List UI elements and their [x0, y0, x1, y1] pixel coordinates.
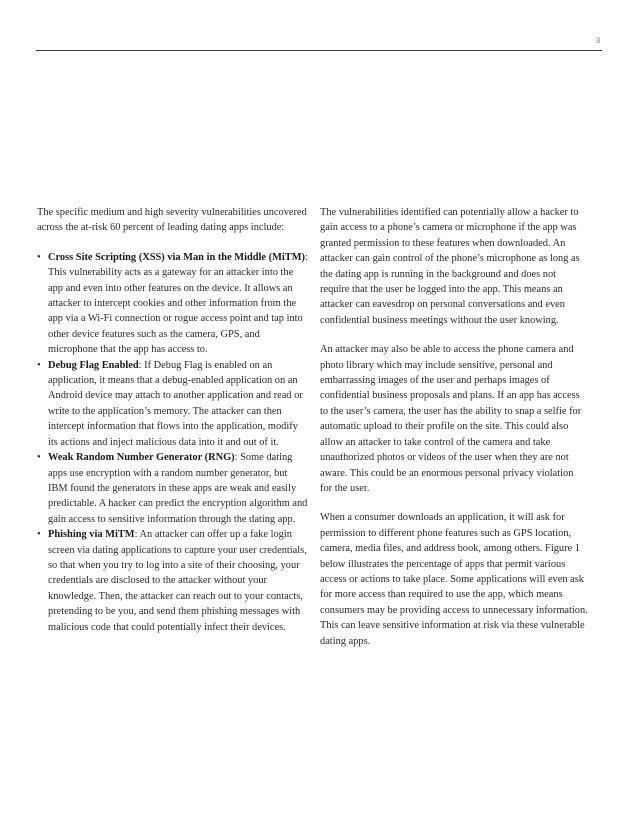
list-item-text: : This vulnerability acts as a gateway for an attacker into the app and even into other features on the device. It allows an attacker to intercept cookies and other information from the app via a Wi-Fi connection or rogue access point and tap into other device features such as the camera, GPS, and microphone that the app has access to. — [48, 251, 308, 356]
list-item-title: Cross Site Scripting (XSS) via Man in the Middle (MiTM) — [48, 251, 305, 263]
body-paragraph: When a consumer downloads an application, it will ask for permission to different phone features such as GPS location, camera, media files, and address book, among others. Figure 1 below illustrates the percentage of apps that permit various access or actions to take place. Some applications will even ask for more access than required to use the app, which means consumers may be providing access to unnecessary information. This can leave sensitive information at risk via these vulnerable dating apps. — [320, 512, 588, 647]
list-item-title: Phishing via MiTM — [48, 529, 135, 541]
page-number: 3 — [596, 36, 600, 45]
list-item-text: : An attacker can offer up a fake login screen via dating applications to capture your user credentials, so that when you try to log into a site of their choosing, your credentials are disclosed to the attacker without your knowledge. Then, the attacker can reach out to your contacts, pretending to be you, and send them phishing messages with malicious code that could potentially infect their devices. — [48, 529, 307, 633]
intro-paragraph: The specific medium and high severity vulnerabilities uncovered across the at-risk 60 percent of leading dating apps include: — [37, 207, 307, 234]
bullet-glyph: • — [37, 359, 41, 371]
vulnerability-list — [37, 250, 309, 635]
body-paragraph: The vulnerabilities identified can potentially allow a hacker to gain access to a phone’s camera or microphone if the app was granted permission to these features when downloaded. An attacker can gain control of the phone’s microphone as long as the dating app is running in the background and does not require that the user be logged into the app. This means an attacker can eavesdrop on personal conversations and even confidential business meetings without the user knowing. — [320, 207, 580, 326]
list-item — [37, 527, 309, 635]
bullet-glyph: • — [37, 452, 41, 464]
right-column — [320, 205, 588, 663]
list-item — [37, 250, 309, 358]
bullet-glyph: • — [37, 529, 41, 541]
top-rule — [36, 50, 602, 51]
list-item-text: : Some dating apps use encryption with a random number generator, but IBM found the generators in these apps are weak and easily predictable. A hacker can predict the encryption algorithm and gain access to sensitive information through the dating app. — [48, 452, 308, 525]
list-item-text: : If Debug Flag is enabled on an application, it means that a debug-enabled application on an Android device may attach to another application and read or write to the application’s memory. The attacker can then intercept information that flows into the application, modify its actions and inject malicious data into it and out of it. — [48, 359, 303, 448]
body-paragraph: An attacker may also be able to access the phone camera and photo library which may include sensitive, personal and embarrassing images of the user and perhaps images of confidential business proposals and plans. If an app has access to the user’s camera, the user has the ability to snap a selfie for automatic upload to their profile on the site. This could also allow an attacker to take control of the camera and take unauthorized photos or videos of the user when they are not aware. This could be an enormous personal privacy violation for the user. — [320, 344, 582, 494]
bullet-glyph: • — [37, 251, 41, 263]
list-item — [37, 450, 309, 527]
list-item-title: Weak Random Number Generator (RNG) — [48, 452, 235, 464]
list-item-title: Debug Flag Enabled — [48, 359, 139, 371]
left-column — [37, 205, 309, 635]
list-item — [37, 358, 309, 450]
